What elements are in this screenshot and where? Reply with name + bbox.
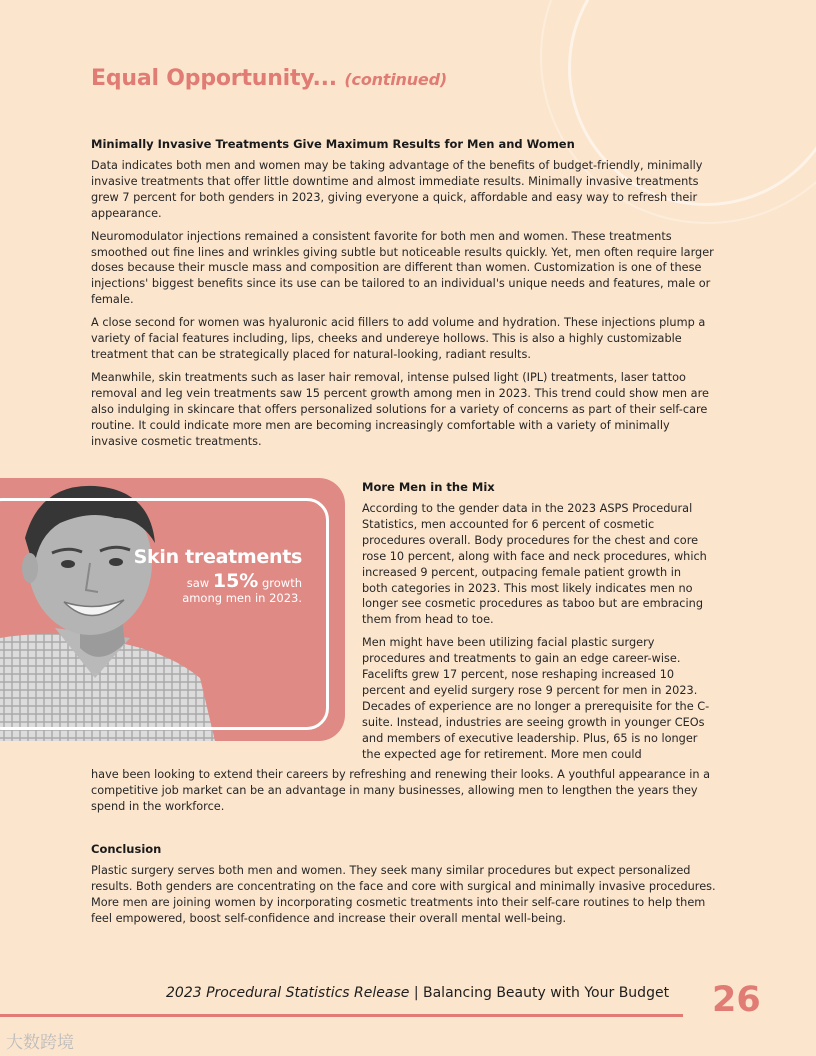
section-heading: Conclusion xyxy=(91,842,162,856)
paragraph: Meanwhile, skin treatments such as laser hair removal, intense pulsed light (IPL) treatments, laser tattoo removal and leg vein treatments saw 15 percent growth among men in 2023. This trend could show men are also indulging in skincare that offers personalized solutions for a variety of concerns as part of their self-care routine. It could indicate more men are becoming increasingly comfortable with a variety of minimally invasive cosmetic treatments. xyxy=(91,370,709,448)
section-conclusion xyxy=(91,842,719,927)
paragraph: Men might have been utilizing facial plastic surgery procedures and treatments to gain an edge career-wise. Facelifts grew 17 percent, nose reshaping increased 10 percent and eyelid surgery rose 9 percent for men in 2023. Decades of experience are no longer a prerequisite for the C-suite. Instead, industries are seeing growth in younger CEOs and members of executive leadership. Plus, 65 is no longer the expected age for retirement. More men could xyxy=(362,636,710,761)
paragraph: Plastic surgery serves both men and women. They seek many similar procedures but expect personalized results. Both genders are concentrating on the face and core with surgical and minimally invasive procedures. More men are joining women by incorporating cosmetic treatments into their self-care routines to help them feel empowered, boost self-confidence and increase their overall mental well-being. xyxy=(91,864,716,925)
paragraph: have been looking to extend their careers by refreshing and renewing their looks. A youthful appearance in a competitive job market can be an advantage in many businesses, allowing men to lengthen the years they spend in the workforce. xyxy=(91,768,711,813)
section-heading: Minimally Invasive Treatments Give Maximum Results for Men and Women xyxy=(91,137,575,151)
callout-subtitle: among men in 2023. xyxy=(182,591,302,605)
stat-callout xyxy=(130,546,302,605)
callout-stat-line xyxy=(130,570,302,592)
callout-percent: 15% xyxy=(212,570,259,592)
title-continued: (continued) xyxy=(344,70,447,89)
paragraph: Data indicates both men and women may be taking advantage of the benefits of budget-friendly, minimally invasive treatments that offer little downtime and almost immediate results. Minimally invasive treatments grew 7 percent for both genders in 2023, giving everyone a quick, affordable and easy way to refresh their appearance. xyxy=(91,159,703,220)
callout-title: Skin treatments xyxy=(133,546,302,568)
paragraph: A close second for women was hyaluronic acid fillers to add volume and hydration. These injections plump a variety of facial features including, lips, cheeks and undereye hollows. This is also a highly customizable treatment that can be strategically placed for natural-looking, radiant results. xyxy=(91,316,706,361)
section-heading: More Men in the Mix xyxy=(362,480,495,494)
photo-frame xyxy=(0,498,329,730)
paragraph: According to the gender data in the 2023 ASPS Procedural Statistics, men accounted for 6 percent of cosmetic procedures overall. Body procedures for the chest and core rose 10 percent, along with face and neck procedures, which increased 9 percent, outpacing female patient growth in both categories in 2023. This most likely indicates men no longer see cosmetic procedures as taboo but are embracing them from head to toe. xyxy=(362,502,707,627)
callout-pre: saw xyxy=(186,576,210,590)
footer-tagline: Balancing Beauty with Your Budget xyxy=(423,985,670,1001)
page-title xyxy=(91,66,447,91)
page-number: 26 xyxy=(712,980,761,1020)
title-main: Equal Opportunity... xyxy=(91,66,337,91)
footer-rule xyxy=(0,1014,683,1017)
section-minimally-invasive xyxy=(91,137,719,449)
section-more-men-continued xyxy=(91,767,719,815)
photo-callout-card xyxy=(0,478,345,741)
watermark: 大数跨境 xyxy=(6,1033,74,1053)
footer-separator: | xyxy=(409,985,423,1001)
footer-title xyxy=(166,985,669,1001)
footer-report: 2023 Procedural Statistics Release xyxy=(166,985,410,1001)
callout-post: growth xyxy=(261,576,302,590)
paragraph: Neuromodulator injections remained a consistent favorite for both men and women. These treatments smoothed out fine lines and wrinkles giving subtle but noticeable results quickly. Yet, men often require larger doses because their muscle mass and composition are different than women. Customization is one of these injections' biggest benefits since its use can be tailored to an individual's unique needs and features, male or female. xyxy=(91,229,714,307)
section-more-men xyxy=(362,480,710,763)
